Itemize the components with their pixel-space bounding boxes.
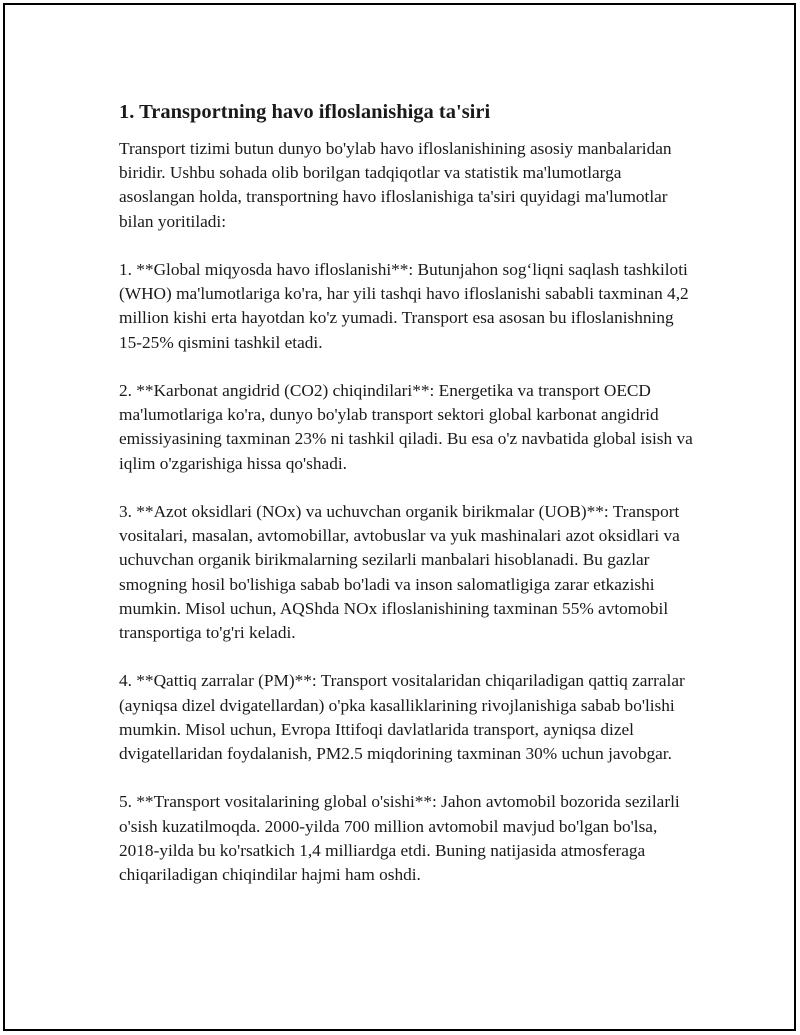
paragraph-particulate-matter: 4. **Qattiq zarralar (PM)**: Transport vositalaridan chiqariladigan qattiq zarralar (ayniqsa dizel dvigatellardan) o'pka kasalliklarining rivojlanishiga sabab bo'lishi mumkin. Misol uchun, Evropa Ittifoqi davlatlarida transport, ayniqsa dizel dvigatellaridan foydalanish, PM2.5 miqdorining taxminan 30% uchun javobgar. [119,671,685,764]
paragraph-vehicle-growth: 5. **Transport vositalarining global o'sishi**: Jahon avtomobil bozorida sezilarli o'sish kuzatilmoqda. 2000-yilda 700 million avtomobil mavjud bo'lgan bo'lsa, 2018-yilda bu ko'rsatkich 1,4 milliardga etdi. Buning natijasida atmosferaga chiqariladigan chiqindilar hajmi ham oshdi. [119,792,680,885]
intro-paragraph: Transport tizimi butun dunyo bo'ylab havo ifloslanishining asosiy manbalaridan biridir. Ushbu sohada olib borilgan tadqiqotlar va statistik ma'lumotlarga asoslangan holda, transportning havo ifloslanishiga ta'siri quyidagi ma'lumotlar bilan yoritiladi: [119,139,672,231]
document-title: 1. Transportning havo ifloslanishiga ta'siri [119,101,491,123]
document-page [3,3,796,1031]
paragraph-global-air-pollution: 1. **Global miqyosda havo ifloslanishi**: Butunjahon sog‘liqni saqlash tashkiloti (WHO) ma'lumotlariga ko'ra, har yili tashqi havo ifloslanishi sababli taxminan 4,2 million kishi erta hayotdan ko'z yumadi. Transport esa asosan bu ifloslanishning 15-25% qismini tashkil etadi. [119,260,689,352]
document-content [119,98,699,911]
paragraph-nox-voc: 3. **Azot oksidlari (NOx) va uchuvchan organik birikmalar (UOB)**: Transport vositalari, masalan, avtomobillar, avtobuslar va yuk mashinalari azot oksidlari va uchuvchan organik birikmalarning sezilarli manbalari hisoblanadi. Bu gazlar smogning hosil bo'lishiga sabab bo'ladi va inson salomatligiga zarar etkazishi mumkin. Misol uchun, AQShda NOx ifloslanishining taxminan 55% avtomobil transportiga to'g'ri keladi. [119,502,680,643]
paragraph-co2-emissions: 2. **Karbonat angidrid (CO2) chiqindilari**: Energetika va transport OECD ma'lumotlariga ko'ra, dunyo bo'ylab transport sektori global karbonat angidrid emissiyasining taxminan 23% ni tashkil qiladi. Bu esa o'z navbatida global isish va iqlim o'zgarishiga hissa qo'shadi. [119,381,693,473]
